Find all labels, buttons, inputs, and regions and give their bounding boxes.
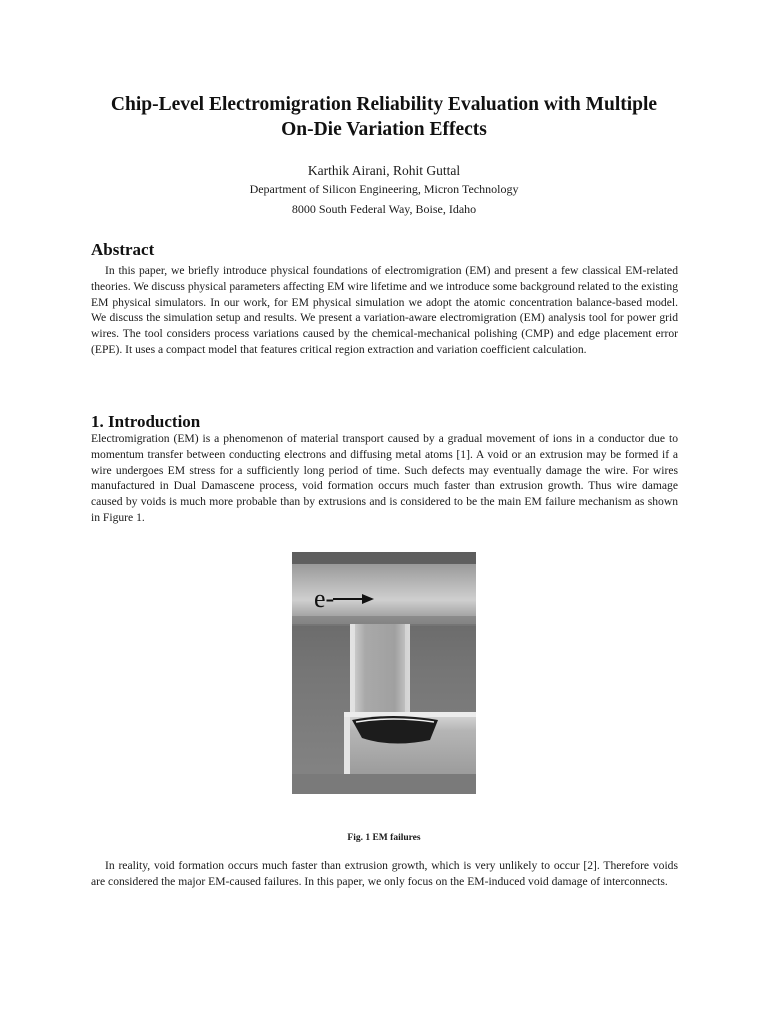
closing-paragraph: In reality, void formation occurs much faster than extrusion growth, which is very unlikely to occur [2]. Therefore voids are considered the major EM-caused failures. In this paper, we only focus on the EM-induced void damage of interconnects. — [91, 859, 678, 888]
micrograph-image — [292, 552, 476, 794]
introduction-text: Electromigration (EM) is a phenomenon of material transport caused by a gradual movement of ions in a conductor due to momentum transfer between conducting electrons and diffusing metal atoms [1]. A void or an extrusion may be formed if a wire undergoes EM stress for a sufficiently long period of time. Such defects may eventually damage the wire. For wires manufactured in Dual Damascene process, void formation occurs much faster than extrusion growth. Thus wire damage caused by voids is much more probable than by extrusions and is considered to be the main EM failure mechanism as shown in Figure 1. — [91, 432, 678, 524]
title-line-2: On-Die Variation Effects — [281, 119, 487, 140]
figure-caption: Fig. 1 EM failures — [347, 833, 421, 843]
author-names: Karthik Airani, Rohit Guttal — [307, 163, 461, 178]
abstract-text: In this paper, we briefly introduce physical foundations of electromigration (EM) and present a few classical EM-related theories. We discuss physical parameters affecting EM wire lifetime and we introduce some background related to the existing EM physical simulators. In our work, for EM physical simulation we adopt the atomic concentration balance-based model. We discuss the simulation setup and results. We present a variation-aware electromigration (EM) analysis tool for power grid wires. The tool considers process variations caused by the chemical-mechanical polishing (CMP) and edge placement error (EPE). It uses a compact model that features critical region extraction and variation coefficient calculation. — [91, 264, 678, 356]
affiliation-department: Department of Silicon Engineering, Micron Technology — [249, 182, 519, 196]
introduction-heading: 1. Introduction — [91, 412, 201, 431]
affiliation-address: 8000 South Federal Way, Boise, Idaho — [291, 202, 477, 216]
electron-label: e- — [314, 584, 335, 613]
abstract-heading: Abstract — [91, 240, 155, 259]
em-failure-micrograph — [292, 552, 476, 794]
paper-title — [60, 92, 708, 142]
title-line-1: Chip-Level Electromigration Reliability Evaluation with Multiple — [110, 94, 658, 115]
